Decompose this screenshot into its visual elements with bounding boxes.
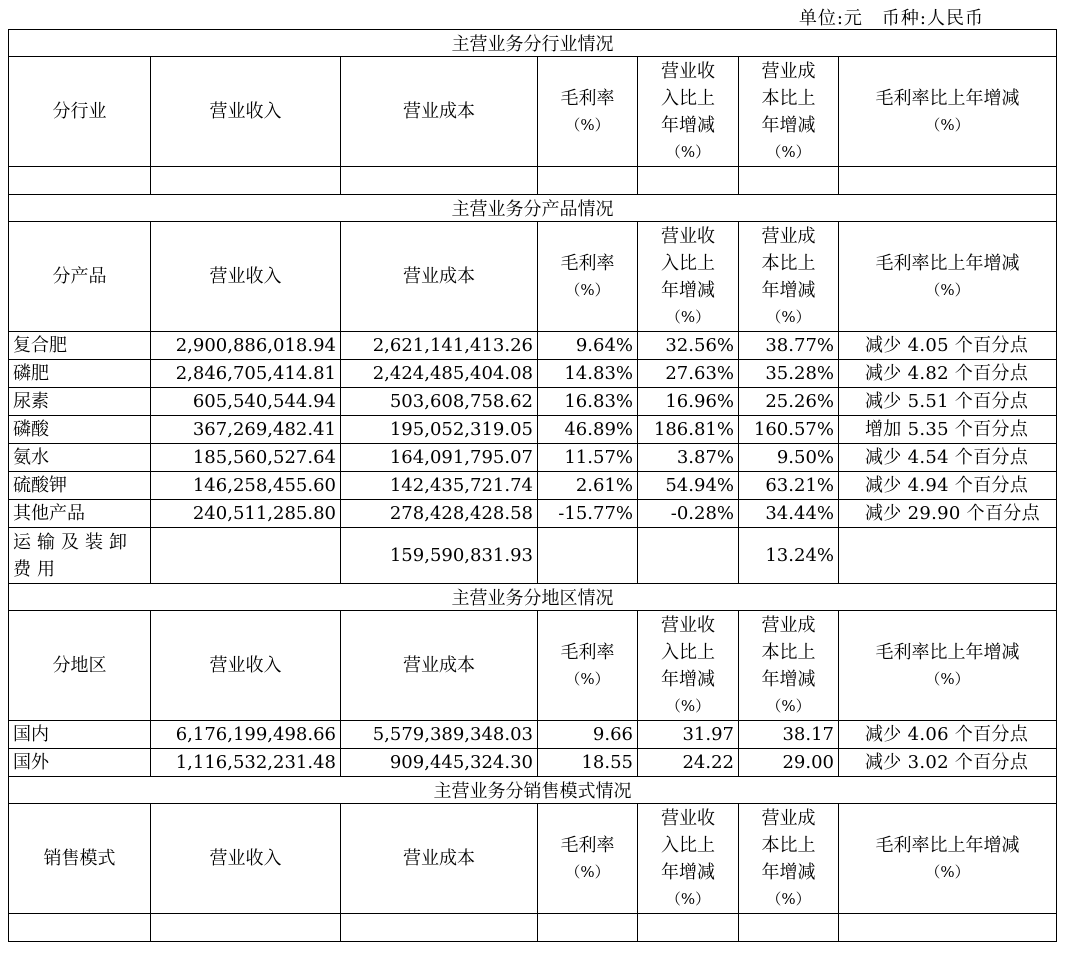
revenue-change-cell: 31.97 [638,721,739,749]
header-unit: （%） [766,890,811,908]
cost-change-cell: 63.21% [739,472,839,500]
cost-cell: 142,435,721.74 [341,472,538,500]
gross-margin-change-cell: 减少 4.05 个百分点 [839,332,1057,360]
transport-row [9,528,1057,584]
header-revenue: 营业收入 [151,57,341,167]
header-text: 入比上 [661,253,715,274]
header-unit: （%） [665,143,711,161]
gross-margin-cell: 11.57% [538,444,638,472]
table-row [9,360,1057,388]
header-unit: （%） [925,863,970,881]
header-cost: 营业成本 [341,611,538,721]
revenue-change-cell: 24.22 [638,749,739,777]
row-name: 硫酸钾 [9,472,151,500]
cost-cell: 195,052,319.05 [341,416,538,444]
empty-cell [839,914,1057,942]
header-unit: （%） [665,890,711,908]
header-cost-change [739,57,839,167]
gross-margin-cell: 16.83% [538,388,638,416]
table-row [9,472,1057,500]
cost-change-cell: 29.00 [739,749,839,777]
section-title-row [9,777,1057,804]
header-unit: （%） [565,116,610,134]
header-text: 营业收 [661,615,715,636]
revenue-change-cell: 16.96% [638,388,739,416]
cost-cell: 2,621,141,413.26 [341,332,538,360]
empty-cell [739,914,839,942]
empty-cell [9,914,151,942]
gross-margin-cell: 9.64% [538,332,638,360]
gross-margin-cell: 2.61% [538,472,638,500]
row-name: 尿素 [9,388,151,416]
section-title: 主营业务分产品情况 [9,195,1057,222]
header-unit: （%） [565,281,610,299]
gross-margin-change-cell: 减少 5.51 个百分点 [839,388,1057,416]
header-revenue: 营业收入 [151,611,341,721]
empty-cell [839,167,1057,195]
revenue-cell: 367,269,482.41 [151,416,341,444]
header-revenue-change [638,804,739,914]
header-cost-change [739,611,839,721]
row-name: 运输及装卸费用 [9,528,151,584]
row-name: 复合肥 [9,332,151,360]
header-row [9,222,1057,332]
header-cost: 营业成本 [341,222,538,332]
revenue-cell: 240,511,285.80 [151,500,341,528]
cost-change-cell: 34.44% [739,500,839,528]
section-title: 主营业务分地区情况 [9,584,1057,611]
row-name: 其他产品 [9,500,151,528]
header-gross-margin [538,57,638,167]
empty-cell [341,914,538,942]
empty-row [9,167,1057,195]
table-row [9,332,1057,360]
header-gross-margin [538,804,638,914]
header-unit: （%） [665,308,711,326]
header-unit: （%） [565,863,610,881]
section-title: 主营业务分行业情况 [9,30,1057,57]
header-text: 年增减 [661,115,715,136]
revenue-change-cell: 54.94% [638,472,739,500]
cost-change-cell: 9.50% [739,444,839,472]
header-gross-margin-change [839,222,1057,332]
gross-margin-cell: 9.66 [538,721,638,749]
empty-cell [341,167,538,195]
cost-change-cell: 13.24% [739,528,839,584]
empty-row [9,914,1057,942]
unit-currency-label: 单位:元 币种:人民币 [798,8,984,29]
gross-margin-change-cell: 减少 4.54 个百分点 [839,444,1057,472]
table-row [9,416,1057,444]
gross-margin-change-cell: 减少 3.02 个百分点 [839,749,1057,777]
cost-cell: 5,579,389,348.03 [341,721,538,749]
gross-margin-change-cell: 减少 4.82 个百分点 [839,360,1057,388]
header-row [9,611,1057,721]
header-text: 营业收 [661,808,715,829]
gross-margin-cell: 14.83% [538,360,638,388]
cost-change-cell: 160.57% [739,416,839,444]
empty-cell [638,167,739,195]
header-unit: （%） [766,308,811,326]
revenue-cell: 6,176,199,498.66 [151,721,341,749]
header-text: 营业收 [661,61,715,82]
cost-cell: 909,445,324.30 [341,749,538,777]
header-unit: （%） [925,281,970,299]
header-text: 毛利率 [560,253,615,274]
header-text: 营业成 [761,226,816,247]
revenue-change-cell: 27.63% [638,360,739,388]
revenue-cell: 1,116,532,231.48 [151,749,341,777]
cost-change-cell: 38.17 [739,721,839,749]
header-unit: （%） [665,697,711,715]
row-name: 氨水 [9,444,151,472]
cost-cell: 278,428,428.58 [341,500,538,528]
header-text: 年增减 [661,669,715,690]
header-text: 本比上 [761,88,816,109]
header-text: 入比上 [661,835,715,856]
header-text: 年增减 [661,280,715,301]
cost-cell: 164,091,795.07 [341,444,538,472]
header-text: 本比上 [761,253,816,274]
table-row [9,388,1057,416]
cost-change-cell: 25.26% [739,388,839,416]
revenue-cell: 146,258,455.60 [151,472,341,500]
cost-cell: 503,608,758.62 [341,388,538,416]
cost-cell: 159,590,831.93 [341,528,538,584]
header-gross-margin-change [839,57,1057,167]
gross-margin-cell: 18.55 [538,749,638,777]
header-cost: 营业成本 [341,804,538,914]
gross-margin-cell: 46.89% [538,416,638,444]
header-revenue-change [638,611,739,721]
section-title-row [9,30,1057,57]
header-text: 毛利率比上年增减 [875,835,1020,856]
revenue-change-cell: 32.56% [638,332,739,360]
header-first-col: 分地区 [9,611,151,721]
revenue-cell [151,528,341,584]
revenue-cell: 185,560,527.64 [151,444,341,472]
revenue-change-cell: -0.28% [638,500,739,528]
header-unit: （%） [766,697,811,715]
header-revenue-change [638,222,739,332]
revenue-cell: 2,900,886,018.94 [151,332,341,360]
cost-cell: 2,424,485,404.08 [341,360,538,388]
table-row [9,721,1057,749]
header-text: 毛利率比上年增减 [875,642,1020,663]
empty-cell [151,167,341,195]
empty-cell [739,167,839,195]
header-cost-change [739,804,839,914]
header-unit: （%） [565,670,610,688]
header-row [9,804,1057,914]
header-text: 营业成 [761,615,816,636]
header-text: 年增减 [761,669,816,690]
header-text: 本比上 [761,642,816,663]
header-text: 营业成 [761,61,816,82]
header-gross-margin-change [839,611,1057,721]
row-name: 国外 [9,749,151,777]
revenue-change-cell: 186.81% [638,416,739,444]
header-gross-margin [538,222,638,332]
header-unit: （%） [925,670,970,688]
gross-margin-change-cell: 增加 5.35 个百分点 [839,416,1057,444]
section-title-row [9,195,1057,222]
revenue-change-cell [638,528,739,584]
header-unit: （%） [766,143,811,161]
table-row [9,444,1057,472]
header-unit: （%） [925,116,970,134]
header-revenue: 营业收入 [151,804,341,914]
empty-cell [9,167,151,195]
header-first-col: 销售模式 [9,804,151,914]
header-text: 营业收 [661,226,715,247]
gross-margin-cell: -15.77% [538,500,638,528]
header-first-col: 分产品 [9,222,151,332]
header-text: 年增减 [761,280,816,301]
header-text: 毛利率比上年增减 [875,88,1020,109]
gross-margin-change-cell: 减少 4.94 个百分点 [839,472,1057,500]
gross-margin-change-cell [839,528,1057,584]
cost-change-cell: 35.28% [739,360,839,388]
header-revenue: 营业收入 [151,222,341,332]
header-text: 年增减 [761,862,816,883]
section-title: 主营业务分销售模式情况 [9,777,1057,804]
gross-margin-cell [538,528,638,584]
cost-change-cell: 38.77% [739,332,839,360]
header-gross-margin [538,611,638,721]
header-text: 入比上 [661,642,715,663]
table-row [9,749,1057,777]
row-name: 磷肥 [9,360,151,388]
empty-cell [638,914,739,942]
header-text: 入比上 [661,88,715,109]
section-title-row [9,584,1057,611]
header-text: 营业成 [761,808,816,829]
row-name: 磷酸 [9,416,151,444]
header-cost: 营业成本 [341,57,538,167]
header-gross-margin-change [839,804,1057,914]
revenue-cell: 605,540,544.94 [151,388,341,416]
header-first-col: 分行业 [9,57,151,167]
gross-margin-change-cell: 减少 29.90 个百分点 [839,500,1057,528]
row-name: 国内 [9,721,151,749]
header-text: 年增减 [761,115,816,136]
gross-margin-change-cell: 减少 4.06 个百分点 [839,721,1057,749]
empty-cell [151,914,341,942]
empty-cell [538,167,638,195]
main-business-table [8,29,1057,942]
table-row [9,500,1057,528]
header-text: 毛利率 [560,88,615,109]
header-cost-change [739,222,839,332]
header-text: 毛利率 [560,642,615,663]
revenue-cell: 2,846,705,414.81 [151,360,341,388]
header-text: 毛利率 [560,835,615,856]
header-revenue-change [638,57,739,167]
revenue-change-cell: 3.87% [638,444,739,472]
header-text: 年增减 [661,862,715,883]
header-row [9,57,1057,167]
empty-cell [538,914,638,942]
header-text: 毛利率比上年增减 [875,253,1020,274]
header-text: 本比上 [761,835,816,856]
